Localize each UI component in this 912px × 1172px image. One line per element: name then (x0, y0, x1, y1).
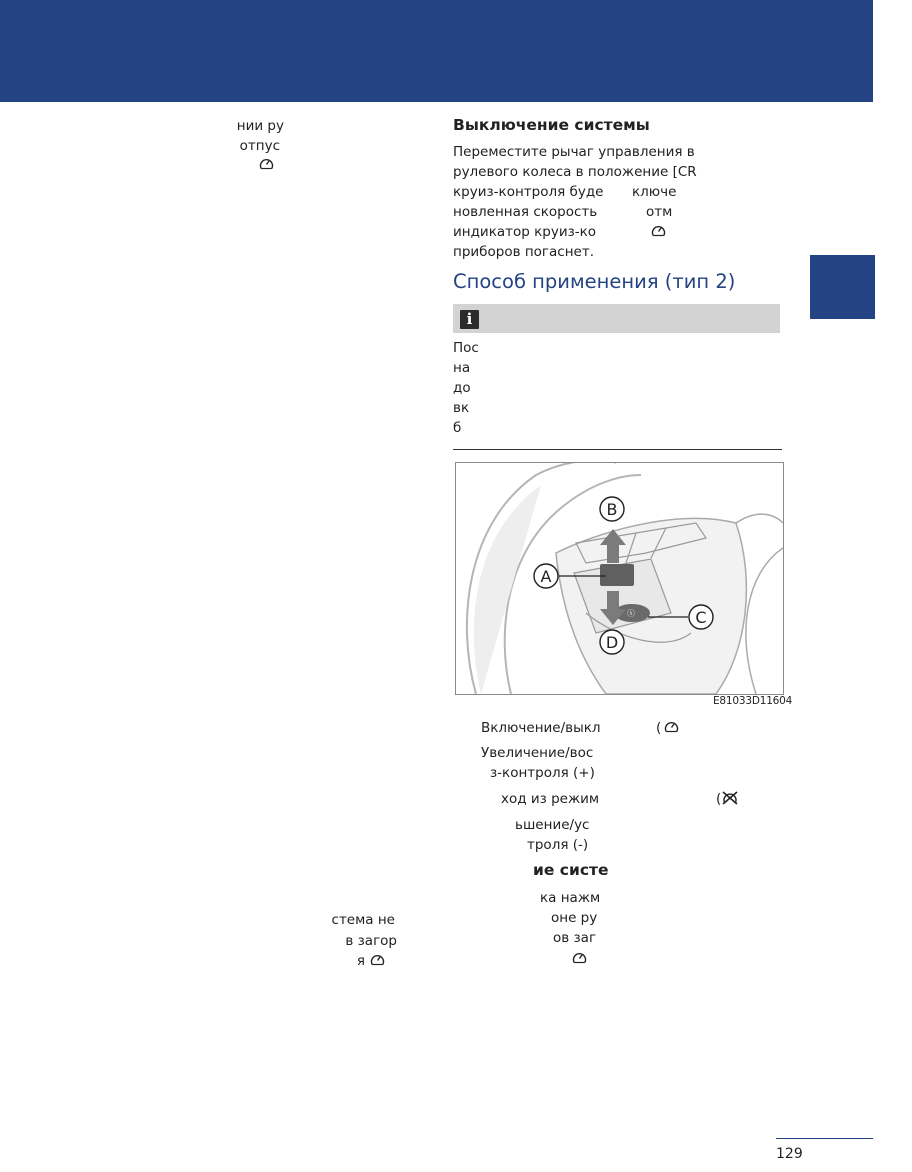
off-line-6: приборов погаснет. (453, 244, 594, 260)
cruise-indicator-icon (258, 156, 275, 175)
steering-wheel-illustration (456, 463, 783, 694)
svg-text:C: C (695, 608, 707, 627)
legend-b-2: з-контроля (+) (490, 765, 595, 781)
callout-b (600, 497, 624, 521)
cruise-indicator-icon (650, 223, 667, 242)
legend-c: ход из режим (501, 791, 600, 807)
svg-text:ⓧ: ⓧ (627, 609, 635, 618)
steering-wheel-figure (455, 462, 784, 695)
left-top-line-1: нии ру (236, 118, 284, 134)
info-note-bar (453, 304, 780, 333)
chapter-tab (810, 255, 875, 319)
legend-c-paren: ( (716, 791, 722, 807)
legend-b-1: Увеличение/вос (481, 745, 594, 761)
section-heading-off-2: ие систе (533, 861, 609, 879)
off-line-4b: отм (646, 204, 673, 220)
cruise-indicator-icon (663, 719, 680, 738)
cruise-indicator-icon (369, 952, 386, 971)
off-line-2: рулевого колеса в положение [CR (453, 164, 697, 180)
svg-text:B: B (606, 500, 618, 519)
off2-line-1: ка нажм (540, 890, 601, 906)
legend-d-2: троля (-) (527, 837, 589, 853)
off2-line-3: ов заг (553, 930, 597, 946)
note-line-4: вк (453, 400, 470, 416)
footer-rule (776, 1138, 873, 1139)
left-top-line-2: отпус (239, 138, 280, 154)
header-band (0, 0, 873, 102)
note-line-1: Пос (453, 340, 479, 356)
off-line-4: новленная скорость (453, 204, 598, 220)
cruise-indicator-icon (571, 950, 588, 969)
page-number: 129 (776, 1146, 803, 1162)
off-line-3: круиз-контроля буде (453, 184, 604, 200)
legend-a-paren: ( (656, 720, 662, 736)
off-line-3b: ключе (632, 184, 677, 200)
off-line-5: индикатор круиз-ко (453, 224, 597, 240)
off2-line-2: оне ру (551, 910, 598, 926)
cruise-cancel-icon (721, 790, 739, 809)
off-line-1: Переместите рычаг управления в (453, 144, 695, 160)
left-bottom-line-1: стема не (331, 912, 395, 928)
callout-a (534, 564, 558, 588)
callout-d (600, 630, 624, 654)
legend-d-1: ьшение/ус (515, 817, 590, 833)
figure-code: E81033D11604 (713, 695, 793, 707)
left-bottom-line-3: я (356, 953, 365, 969)
legend-a: Включение/выкл (481, 720, 601, 736)
note-line-3: до (453, 380, 471, 396)
left-bottom-line-2: в загор (345, 933, 397, 949)
section-heading-off: Выключение системы (453, 116, 650, 134)
svg-text:A: A (540, 567, 552, 586)
note-line-2: на (453, 360, 471, 376)
section-heading-type2: Способ применения (тип 2) (453, 270, 736, 293)
section-divider (453, 449, 782, 450)
svg-text:D: D (605, 633, 619, 652)
info-icon: i (460, 310, 479, 329)
callout-c (689, 605, 713, 629)
note-line-5: б (453, 420, 462, 436)
